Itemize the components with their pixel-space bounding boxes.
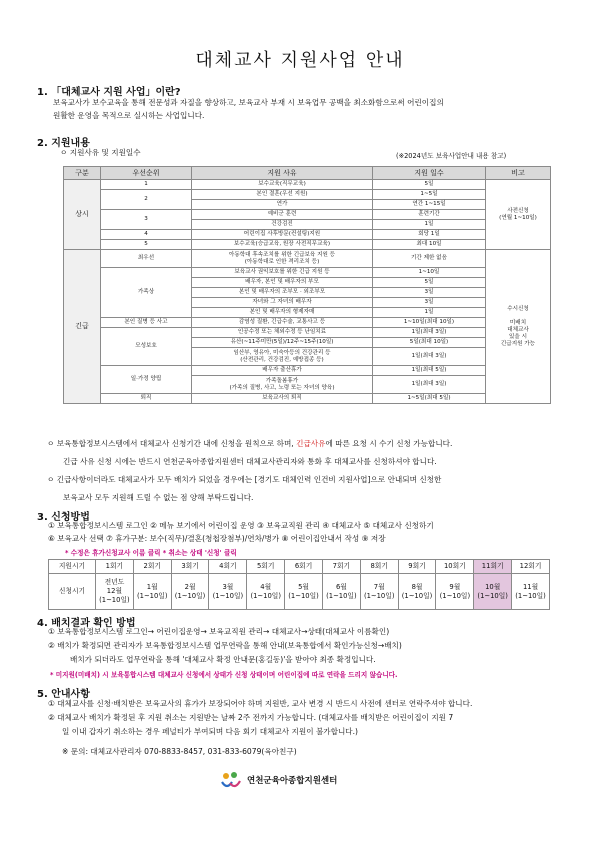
category-regular: 상시 bbox=[64, 180, 101, 250]
reason: 연가 bbox=[192, 200, 373, 210]
days: 1~5일(최대 5일) bbox=[373, 394, 486, 404]
schedule-date-line: (1~10일) bbox=[288, 591, 319, 600]
schedule-date-12 bbox=[512, 574, 550, 610]
header-days: 지원 일수 bbox=[373, 167, 486, 180]
section-1-heading: 1. 「대체교사 지원 사업」이란? bbox=[37, 87, 181, 98]
schedule-month-6: 6회기 bbox=[285, 560, 323, 574]
schedule-date-line: 전년도 bbox=[104, 578, 125, 586]
days: 3일 bbox=[373, 288, 486, 298]
reason: 보수교육(승급교육, 원장 사전직무교육) bbox=[192, 240, 373, 250]
schedule-date-10 bbox=[436, 574, 474, 610]
reason: 보수교육(직무교육) bbox=[192, 180, 373, 190]
result-warning: * 미지원(미배치) 시 보육통합시스템 대체교사 신청에서 상태가 신청 상태이며 어린이집에 따로 연락을 드리지 않습니다. bbox=[50, 671, 398, 679]
center-name: 연천군육아종합지원센터 bbox=[247, 776, 338, 786]
schedule-month-8: 8회기 bbox=[360, 560, 398, 574]
section-1-body-line1: 보육교사가 보수교육을 통해 전문성과 자질을 향상하고, 보육교사 부재 시 보육업무 공백을 최소화함으로써 어린이집의 bbox=[53, 98, 444, 107]
days: 1~10일(최대 10일) bbox=[373, 318, 486, 328]
support-table bbox=[63, 166, 551, 404]
reason: 건강검진 bbox=[192, 220, 373, 230]
header-note: 비고 bbox=[486, 167, 551, 180]
reason: 인공수정 또는 체외수정 등 난임치료 bbox=[192, 328, 373, 338]
schedule-date-line: 2월 bbox=[184, 582, 196, 591]
priority: 4 bbox=[101, 230, 192, 240]
section-2-sub: ㅇ 지원사유 및 지원일수 bbox=[60, 148, 141, 157]
priority: 모성보호 bbox=[101, 328, 192, 366]
bullet-all-placed-line1: ㅇ 긴급사항이더라도 대체교사가 모두 배치가 되었을 경우에는 [경기도 대체인력 인건비 지원사업]으로 안내되며 신청한 bbox=[47, 475, 442, 484]
schedule-month-3: 3회기 bbox=[171, 560, 209, 574]
bullet-urgent-call: 긴급 사유 신청 시에는 반드시 연천군육아종합지원센터 대체교사관리자와 통화 후 대체교사를 신청하셔야 합니다. bbox=[63, 457, 437, 466]
center-logo bbox=[220, 770, 337, 790]
schedule-date-1 bbox=[96, 574, 134, 610]
schedule-date-2 bbox=[133, 574, 171, 610]
header-category: 구분 bbox=[64, 167, 101, 180]
schedule-date-4 bbox=[209, 574, 247, 610]
priority: 3 bbox=[101, 210, 192, 230]
schedule-date-line: (1~10일) bbox=[326, 591, 357, 600]
days: 1일 bbox=[373, 220, 486, 230]
schedule-header-label: 지원시기 bbox=[49, 560, 96, 574]
reason: 보육교사 권익보호를 위한 긴급 지원 등 bbox=[192, 268, 373, 278]
schedule-row-label: 신청시기 bbox=[49, 574, 96, 610]
schedule-date-line: (1~10일) bbox=[212, 591, 244, 600]
schedule-month-10: 10회기 bbox=[436, 560, 474, 574]
urgent-reason-highlight: 긴급사유 bbox=[296, 439, 326, 448]
notice-line3: 일 이내 갑자기 취소하는 경우 페널티가 부여되며 다음 회기 대체교사 지원이 불가합니다.) bbox=[62, 727, 359, 736]
schedule-date-line: 11월 bbox=[522, 582, 539, 591]
reason: 배우자, 본인 및 배우자의 부모 bbox=[192, 278, 373, 288]
priority: 가족상 bbox=[101, 268, 192, 318]
apply-tip: * 수정은 휴가신청교사 이름 클릭 * 취소는 상태 '신청' 클릭 bbox=[65, 549, 237, 557]
schedule-month-1: 1회기 bbox=[96, 560, 134, 574]
apply-steps-line2: ⑥ 보육교사 선택 ⑦ 휴가구분: 보수(직무)/결혼(청첩장첨부)/연차/병가 ⑧ 어린이집안내서 작성 ⑨ 저장 bbox=[48, 534, 386, 543]
section-2-heading: 2. 지원내용 bbox=[37, 138, 90, 149]
schedule-date-line: 7월 bbox=[373, 582, 385, 591]
reason: 감염성 질환, 긴급수술, 교통사고 등 bbox=[192, 318, 373, 328]
bullet-all-placed-line2: 보육교사 모두 지원해 드릴 수 없는 점 양해 부탁드립니다. bbox=[63, 493, 254, 502]
schedule-date-line: (1~10일) bbox=[515, 591, 546, 600]
schedule-month-12: 12회기 bbox=[512, 560, 550, 574]
header-priority: 우선순위 bbox=[101, 167, 192, 180]
section-3-heading: 3. 신청방법 bbox=[37, 512, 90, 523]
note-urgent: 수시신청 미배치 대체교사 있을 시 긴급지원 가능 bbox=[486, 250, 551, 404]
days: 1일 bbox=[373, 308, 486, 318]
days: 1일(최대 3일) bbox=[373, 328, 486, 338]
schedule-date-11 bbox=[474, 574, 512, 610]
center-logo-icon bbox=[220, 770, 242, 790]
days: 5일 bbox=[373, 180, 486, 190]
days: 1~10일 bbox=[373, 268, 486, 278]
reason: 임산부, 영유아, 미숙아등의 건강관리 등 (산전관리, 건강검진, 예방접종 등) bbox=[192, 348, 373, 366]
schedule-month-5: 5회기 bbox=[247, 560, 285, 574]
days: 1일(최대 5일) bbox=[373, 366, 486, 376]
schedule-month-11: 11회기 bbox=[474, 560, 512, 574]
days: 회당 1일 bbox=[373, 230, 486, 240]
priority: 5 bbox=[101, 240, 192, 250]
schedule-date-line: 8월 bbox=[411, 582, 423, 591]
priority: 본인 질병 등 사고 bbox=[101, 318, 192, 328]
reason: 배우자 출산휴가 bbox=[192, 366, 373, 376]
schedule-date-line: (1~10일) bbox=[174, 591, 206, 600]
reason: 본인 및 배우자의 형제자매 bbox=[192, 308, 373, 318]
note-regular: 사전신청 (연월 1~10일) bbox=[486, 180, 551, 250]
priority: 1 bbox=[101, 180, 192, 190]
category-urgent: 긴급 bbox=[64, 250, 101, 404]
priority: 일·가정 양립 bbox=[101, 366, 192, 394]
result-line3: 배치가 되더라도 업무연락을 통해 '대체교사 확정 안내문(홍길동)'을 받아야 최종 확정입니다. bbox=[70, 655, 376, 664]
days: 5일 bbox=[373, 278, 486, 288]
reason: 본인 및 배우자의 조부모 · 외조부모 bbox=[192, 288, 373, 298]
days: 1~5일 bbox=[373, 190, 486, 200]
reason: 본인 결혼(우선 지원) bbox=[192, 190, 373, 200]
days: 최대 10일 bbox=[373, 240, 486, 250]
schedule-date-line: (1~10일) bbox=[401, 591, 433, 600]
reason: 아동학대 후속조치를 위한 긴급보육 지원 등 (아동학대로 인한 격리조치 등) bbox=[192, 250, 373, 268]
schedule-date-line: 10월 bbox=[485, 582, 501, 591]
notice-line1: ① 대체교사를 신청·배치받은 보육교사의 휴가가 보장되어야 하며 지원반, 교사 변경 시 반드시 사전에 센터로 연락주셔야 합니다. bbox=[48, 699, 473, 708]
days: 기간 제한 없음 bbox=[373, 250, 486, 268]
schedule-date-line: 5월 bbox=[298, 582, 309, 591]
schedule-date-5 bbox=[247, 574, 285, 610]
result-line1: ① 보육통합정보시스템 로그인→ 어린이집운영→ 보육교직원 관리→ 대체교사→상태(대체교사 이름확인) bbox=[48, 627, 390, 636]
reason: 어린이집 사후방문(컨설팅)지원 bbox=[192, 230, 373, 240]
schedule-table bbox=[48, 559, 550, 610]
schedule-date-9 bbox=[398, 574, 436, 610]
priority: 최우선 bbox=[101, 250, 192, 268]
schedule-month-7: 7회기 bbox=[322, 560, 360, 574]
contact-info: ※ 문의: 대체교사관리자 070-8833-8457, 031-833-6079(육아친구) bbox=[62, 747, 297, 756]
days: 5일(최대 10일) bbox=[373, 338, 486, 348]
section-5-heading: 5. 안내사항 bbox=[37, 689, 90, 700]
reason: 가족돌봄휴가 (가족의 질병, 사고, 노령 또는 자녀의 양육) bbox=[192, 376, 373, 394]
reason: 유산(~11주미만(5일)/12주~15주(10일) bbox=[192, 338, 373, 348]
section-1-body-line2: 원활한 운영을 목적으로 실시하는 사업입니다. bbox=[53, 111, 205, 120]
schedule-date-3 bbox=[171, 574, 209, 610]
schedule-date-line: 6월 bbox=[335, 582, 347, 591]
bullet-urgent-request: ㅇ 보육통합정보시스템에서 대체교사 신청기간 내에 신청을 원칙으로 하며, 긴급사유에 따른 요청 시 수기 신청 가능합니다. bbox=[47, 439, 453, 448]
schedule-date-line: (1~10일) bbox=[439, 591, 471, 600]
schedule-date-line: (1~10일) bbox=[136, 591, 168, 600]
days: 연간 1~15일 bbox=[373, 200, 486, 210]
reason: 예비군 훈련 bbox=[192, 210, 373, 220]
days: 1일(최대 3일) bbox=[373, 376, 486, 394]
section-2-reference: (※2024년도 보육사업안내 내용 참고) bbox=[396, 152, 507, 160]
schedule-month-4: 4회기 bbox=[209, 560, 247, 574]
priority: 2 bbox=[101, 190, 192, 210]
days: 훈련기간 bbox=[373, 210, 486, 220]
reason: 자녀와 그 자녀의 배우자 bbox=[192, 298, 373, 308]
days: 3일 bbox=[373, 298, 486, 308]
header-reason: 지원 사유 bbox=[192, 167, 373, 180]
section-4-heading: 4. 배치결과 확인 방법 bbox=[37, 618, 136, 629]
schedule-month-2: 2회기 bbox=[133, 560, 171, 574]
schedule-date-6 bbox=[285, 574, 323, 610]
days: 1일(최대 3일) bbox=[373, 348, 486, 366]
result-line2: ② 배치가 확정되면 관리자가 보육통합정보시스템 업무연락을 통해 안내(보육통합에서 확인가능신청→배치) bbox=[48, 641, 402, 650]
schedule-date-line: (1~10일) bbox=[363, 591, 395, 600]
schedule-date-line: (1~10일) bbox=[99, 596, 130, 604]
schedule-month-9: 9회기 bbox=[398, 560, 436, 574]
schedule-date-8 bbox=[360, 574, 398, 610]
schedule-date-line: 4월 bbox=[260, 582, 272, 591]
schedule-date-line: 9월 bbox=[449, 582, 461, 591]
notice-line2: ② 대체교사 배치가 확정된 후 지원 취소는 지원받는 날짜 2주 전까지 가능합니다. (대체교사를 배치받은 어린이집이 지원 7 bbox=[48, 713, 454, 722]
schedule-date-line: (1~10일) bbox=[250, 591, 281, 600]
apply-steps-line1: ① 보육통합정보시스템 로그인 ② 메뉴 보기에서 어린이집 운영 ③ 보육교직원 관리 ④ 대체교사 ⑤ 대체교사 신청하기 bbox=[48, 521, 434, 530]
schedule-date-line: 1월 bbox=[146, 582, 158, 591]
schedule-date-line: 3월 bbox=[222, 582, 234, 591]
priority: 퇴직 bbox=[101, 394, 192, 404]
reason: 보육교사의 퇴직 bbox=[192, 394, 373, 404]
schedule-date-line: 12월 bbox=[106, 587, 123, 595]
schedule-date-line: (1~10일) bbox=[477, 591, 508, 600]
page-title: 대체교사 지원사업 안내 bbox=[195, 50, 405, 71]
schedule-date-7 bbox=[322, 574, 360, 610]
